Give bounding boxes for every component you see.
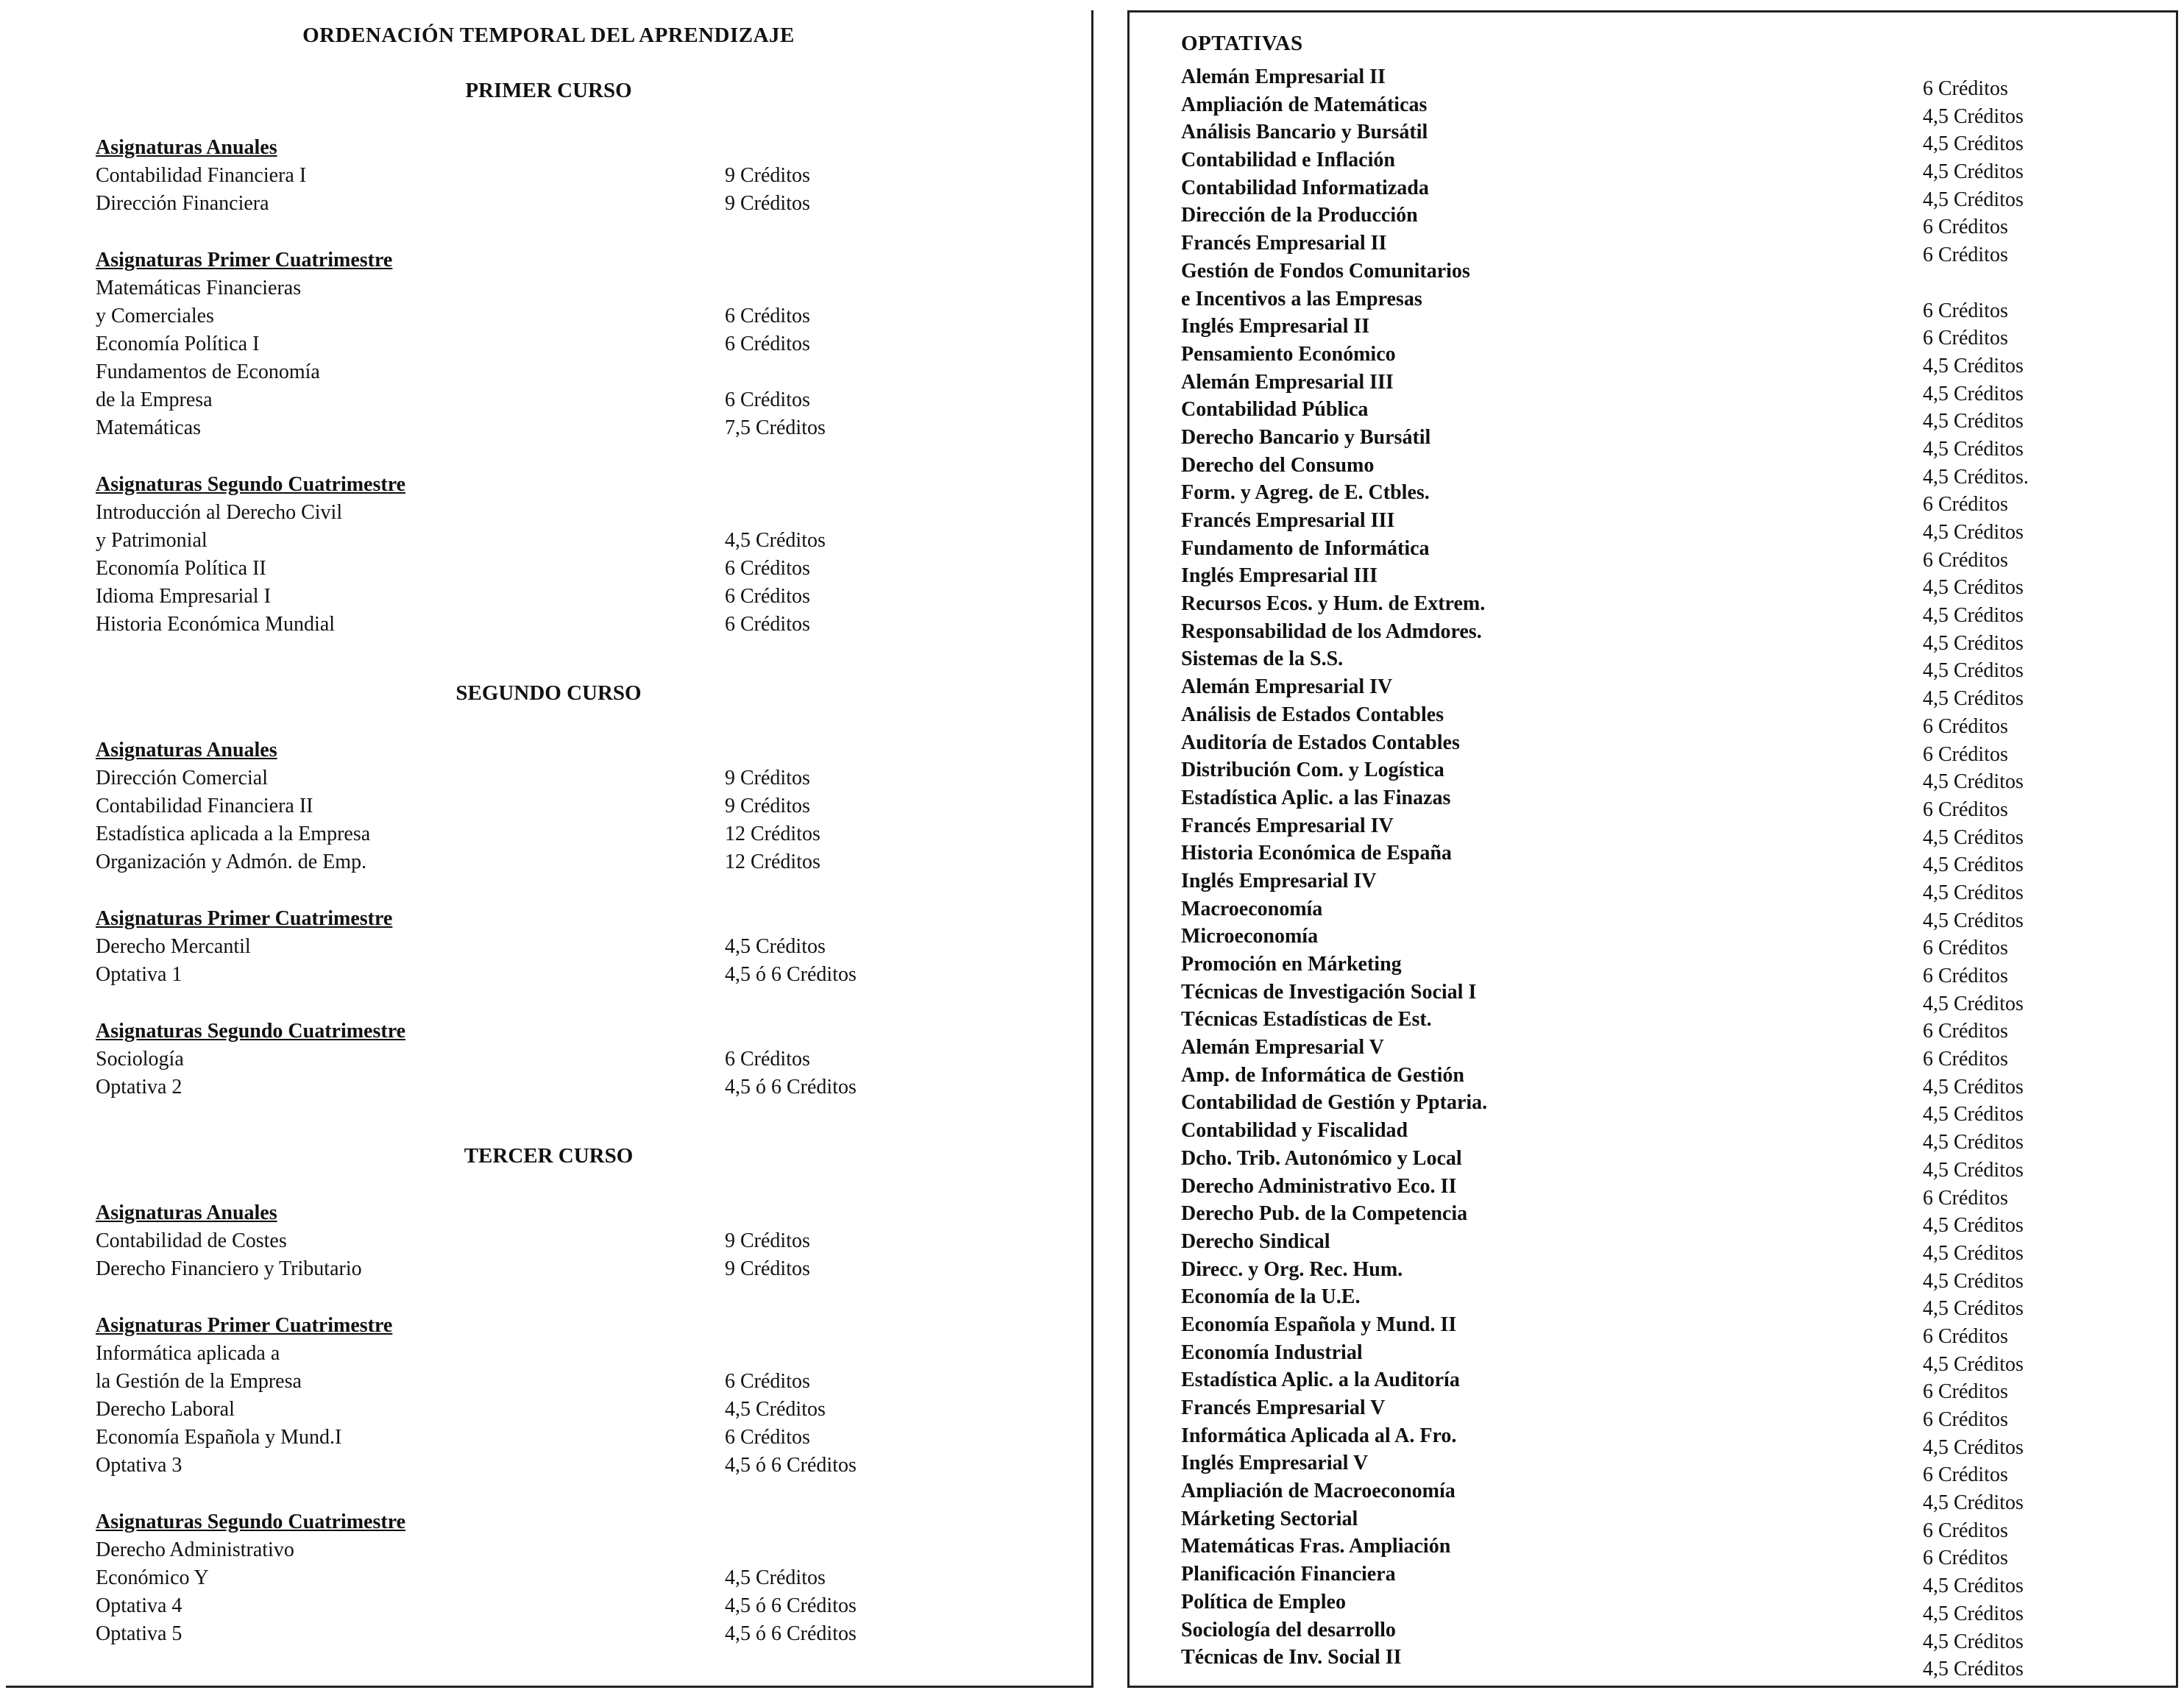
optativa-credits: 6 Créditos	[1923, 1519, 2008, 1542]
subject-credits: 6 Créditos	[725, 1426, 810, 1449]
subject-row	[96, 1073, 1091, 1101]
optativa-credits: 6 Créditos	[1923, 1186, 2008, 1210]
subject-section	[6, 1508, 1091, 1648]
optativa-name: Gestión de Fondos Comunitarios	[1181, 259, 1470, 283]
optativa-credits: 4,5 Créditos	[1923, 1602, 2024, 1625]
subject-row	[96, 611, 1091, 639]
subject-name: Economía Española y Mund.I	[96, 1426, 342, 1449]
subject-credits: 9 Créditos	[725, 767, 810, 789]
subject-row	[96, 1620, 1091, 1648]
optativa-name: Fundamento de Informática	[1181, 536, 1430, 560]
optativa-credits: 4,5 Créditos	[1923, 1075, 2024, 1098]
subject-row	[96, 848, 1091, 876]
course-block	[6, 681, 1091, 1101]
optativa-name: Alemán Empresarial V	[1181, 1036, 1384, 1059]
optativa-credits: 4,5 Créditos	[1923, 354, 2024, 377]
optativa-credits: 4,5 Créditos	[1923, 826, 2024, 849]
subject-name: Contabilidad Financiera I	[96, 164, 307, 187]
optativa-credits: 4,5 Créditos	[1923, 576, 2024, 600]
optativa-credits: 4,5 Créditos	[1923, 687, 2024, 711]
optativa-name: Dcho. Trib. Autonómico y Local	[1181, 1146, 1462, 1170]
optativa-name: Form. y Agreg. de E. Ctbles.	[1181, 481, 1430, 505]
optativa-name: Técnicas Estadísticas de Est.	[1181, 1008, 1432, 1032]
subject-row	[96, 1536, 1091, 1592]
optativa-credits: 4,5 Créditos	[1923, 1214, 2024, 1238]
left-page	[6, 10, 1093, 1688]
optativa-name: Inglés Empresarial V	[1181, 1452, 1369, 1475]
optativa-credits: 4,5 Créditos	[1923, 1241, 2024, 1265]
optativa-name: Auditoría de Estados Contables	[1181, 731, 1460, 754]
optativa-credits: 6 Créditos	[1923, 327, 2008, 350]
optativa-name: e Incentivos a las Empresas	[1181, 287, 1422, 310]
optativa-name: Alemán Empresarial II	[1181, 65, 1386, 88]
subject-name: Optativa 1	[96, 963, 182, 986]
right-page	[1127, 10, 2178, 1688]
optativa-credits: 6 Créditos	[1923, 742, 2008, 766]
subject-name: Matemáticas	[96, 416, 202, 439]
optativa-name: Francés Empresarial IV	[1181, 814, 1394, 837]
optativa-credits: 4,5 Créditos	[1923, 104, 2024, 128]
optativa-name: Francés Empresarial V	[1181, 1396, 1386, 1419]
subject-row	[96, 820, 1091, 848]
optativas-credits	[1923, 75, 2029, 1683]
optativa-name: Planificación Financiera	[1181, 1563, 1396, 1586]
section-title: Asignaturas Segundo Cuatrimestre	[96, 473, 406, 496]
optativa-name: Estadística Aplic. a las Finazas	[1181, 786, 1451, 809]
optativa-name: Técnicas de Investigación Social I	[1181, 980, 1477, 1004]
course-title: TERCER CURSO	[464, 1144, 634, 1168]
subject-row	[96, 555, 1091, 583]
optativa-name: Inglés Empresarial III	[1181, 564, 1378, 588]
optativa-name: Derecho Bancario y Bursátil	[1181, 425, 1431, 449]
subject-section	[6, 905, 1091, 989]
optativa-credits: 4,5 Créditos	[1923, 382, 2024, 405]
subject-name: Optativa 5	[96, 1622, 182, 1645]
subject-name: Economía Política II	[96, 557, 266, 580]
subject-name: Introducción al Derecho Civil y Patrimonial	[96, 501, 343, 552]
optativa-credits: 6 Créditos	[1923, 1324, 2008, 1348]
optativa-name: Pensamiento Económico	[1181, 342, 1396, 366]
optativa-credits: 4,5 Créditos	[1923, 881, 2024, 904]
subject-credits: 12 Créditos	[725, 823, 820, 845]
subject-name: Economía Política I	[96, 333, 260, 355]
subject-name: Optativa 2	[96, 1076, 182, 1098]
subject-credits: 4,5 ó 6 Créditos	[725, 1454, 857, 1477]
optativa-credits: 4,5 Créditos	[1923, 437, 2024, 461]
optativa-credits: 4,5 Créditos	[1923, 1269, 2024, 1293]
subject-name: Dirección Financiera	[96, 192, 269, 215]
subject-row	[96, 792, 1091, 820]
optativa-credits: 6 Créditos	[1923, 798, 2008, 821]
subject-credits: 4,5 Créditos	[725, 529, 826, 552]
subject-credits: 6 Créditos	[725, 1048, 810, 1071]
subject-row	[96, 1227, 1091, 1255]
optativa-name: Sistemas de la S.S.	[1181, 647, 1344, 671]
subject-section	[6, 1018, 1091, 1101]
optativa-credits: 6 Créditos	[1923, 937, 2008, 960]
optativa-name: Análisis de Estados Contables	[1181, 703, 1444, 726]
optativa-name: Informática Aplicada al A. Fro.	[1181, 1424, 1457, 1447]
optativa-name: Recursos Ecos. y Hum. de Extrem.	[1181, 592, 1486, 616]
subject-section	[6, 1199, 1091, 1283]
optativa-name: Inglés Empresarial IV	[1181, 869, 1377, 892]
subject-name: Matemáticas Financieras y Comerciales	[96, 277, 302, 327]
optativa-credits: 6 Créditos	[1923, 1547, 2008, 1570]
optativa-credits: 6 Créditos	[1923, 1463, 2008, 1487]
optativa-name: Técnicas de Inv. Social II	[1181, 1646, 1402, 1669]
subject-row	[96, 358, 1091, 414]
section-title: Asignaturas Anuales	[96, 739, 277, 762]
optativa-name: Ampliación de Matemáticas	[1181, 93, 1428, 116]
optativa-credits: 4,5 Créditos	[1923, 604, 2024, 628]
optativa-credits: 4,5 Créditos	[1923, 410, 2024, 433]
optativa-credits: 6 Créditos	[1923, 493, 2008, 516]
subject-credits: 6 Créditos	[725, 388, 810, 411]
subject-row	[96, 274, 1091, 330]
section-title: Asignaturas Primer Cuatrimestre	[96, 249, 393, 271]
optativa-name: Contabilidad Pública	[1181, 398, 1369, 422]
optativa-name: Análisis Bancario y Bursátil	[1181, 121, 1428, 144]
subject-name: Sociología	[96, 1048, 184, 1071]
optativa-name: Responsabilidad de los Admdores.	[1181, 620, 1482, 643]
optativa-name: Direcc. y Org. Rec. Hum.	[1181, 1257, 1403, 1281]
subject-row	[96, 764, 1091, 792]
optativa-credits: 4,5 Créditos	[1923, 1103, 2024, 1126]
subject-row	[96, 330, 1091, 358]
optativa-credits: 4,5 Créditos	[1923, 188, 2024, 211]
subject-row	[96, 1046, 1091, 1073]
subject-credits: 9 Créditos	[725, 164, 810, 187]
optativa-credits: 4,5 Créditos	[1923, 1131, 2024, 1154]
optativa-name: Francés Empresarial III	[1181, 509, 1395, 532]
optativa-credits: 6 Créditos	[1923, 1380, 2008, 1404]
optativa-credits: 4,5 Créditos	[1923, 1435, 2024, 1459]
subject-credits: 4,5 ó 6 Créditos	[725, 1594, 857, 1617]
optativa-name: Contabilidad Informatizada	[1181, 176, 1429, 199]
optativa-name: Microeconomía	[1181, 925, 1319, 948]
subject-credits: 6 Créditos	[725, 1370, 810, 1393]
optativa-name: Dirección de la Producción	[1181, 204, 1418, 227]
optativa-credits: 4,5 Créditos	[1923, 1491, 2024, 1515]
subject-credits: 4,5 Créditos	[725, 1566, 826, 1589]
subject-credits: 4,5 ó 6 Créditos	[725, 963, 857, 986]
course-title: SEGUNDO CURSO	[455, 681, 642, 705]
course-block	[6, 79, 1091, 639]
optativa-credits: 4,5 Créditos	[1923, 1630, 2024, 1653]
optativa-name: Economía de la U.E.	[1181, 1285, 1361, 1309]
optativa-credits: 4,5 Créditos	[1923, 992, 2024, 1015]
course-title: PRIMER CURSO	[465, 79, 632, 102]
subject-credits: 7,5 Créditos	[725, 416, 826, 439]
subject-section	[6, 471, 1091, 639]
subject-name: Derecho Financiero y Tributario	[96, 1257, 362, 1280]
optativa-credits: 6 Créditos	[1923, 548, 2008, 572]
subject-name: Fundamentos de Economía de la Empresa	[96, 361, 320, 411]
optativa-name: Historia Económica de España	[1181, 842, 1452, 865]
section-title: Asignaturas Primer Cuatrimestre	[96, 907, 393, 930]
section-title: Asignaturas Segundo Cuatrimestre	[96, 1020, 406, 1043]
subject-credits: 4,5 ó 6 Créditos	[725, 1076, 857, 1098]
subject-section	[6, 736, 1091, 876]
subject-row	[96, 1592, 1091, 1620]
optativa-credits: 6 Créditos	[1923, 77, 2008, 100]
optativa-credits: 6 Créditos	[1923, 1048, 2008, 1071]
optativa-credits: 4,5 Créditos	[1923, 1658, 2024, 1681]
optativas-names	[1181, 63, 1487, 1672]
subject-credits: 12 Créditos	[725, 851, 820, 873]
subject-row	[96, 583, 1091, 611]
optativa-name: Márketing Sectorial	[1181, 1507, 1358, 1530]
subject-credits: 9 Créditos	[725, 1229, 810, 1252]
subject-name: Dirección Comercial	[96, 767, 269, 789]
optativa-credits: 4,5 Créditos	[1923, 132, 2024, 156]
optativa-credits: 4,5 Créditos	[1923, 160, 2024, 184]
subject-section	[6, 1312, 1091, 1480]
optativa-credits: 6 Créditos	[1923, 216, 2008, 239]
optativa-name: Promoción en Márketing	[1181, 953, 1402, 976]
optativa-credits: 4,5 Créditos	[1923, 1575, 2024, 1598]
optativa-name: Inglés Empresarial II	[1181, 315, 1370, 338]
subject-row	[96, 190, 1091, 218]
subject-credits: 6 Créditos	[725, 305, 810, 327]
optativa-credits: 6 Créditos	[1923, 1020, 2008, 1043]
optativa-credits: 6 Créditos	[1923, 299, 2008, 322]
subject-credits: 4,5 Créditos	[725, 935, 826, 958]
optativa-name: Amp. de Informática de Gestión	[1181, 1063, 1464, 1087]
optativa-credits: 4,5 Créditos	[1923, 853, 2024, 877]
subject-credits: 6 Créditos	[725, 333, 810, 355]
section-title: Asignaturas Segundo Cuatrimestre	[96, 1510, 406, 1533]
subject-credits: 4,5 Créditos	[725, 1398, 826, 1421]
optativa-name: Economía Española y Mund. II	[1181, 1313, 1457, 1336]
subject-row	[96, 1255, 1091, 1283]
subject-credits: 9 Créditos	[725, 795, 810, 817]
optativa-name: Derecho Sindical	[1181, 1229, 1330, 1253]
optativa-name: Política de Empleo	[1181, 1590, 1346, 1614]
subject-row	[96, 414, 1091, 442]
subject-row	[96, 961, 1091, 989]
optativa-credits: 6 Créditos	[1923, 965, 2008, 987]
optativa-name: Contabilidad e Inflación	[1181, 149, 1395, 172]
optativa-name: Contabilidad y Fiscalidad	[1181, 1119, 1408, 1143]
optativa-name: Alemán Empresarial IV	[1181, 675, 1393, 699]
optativa-name: Contabilidad de Gestión y Pptaria.	[1181, 1091, 1488, 1115]
optativa-credits: 6 Créditos	[1923, 714, 2008, 738]
optativa-credits: 4,5 Créditos	[1923, 1297, 2024, 1321]
optativa-name: Derecho Administrativo Eco. II	[1181, 1174, 1457, 1198]
subject-name: Derecho Laboral	[96, 1398, 235, 1421]
optativa-name: Economía Industrial	[1181, 1341, 1363, 1364]
optativa-credits: 4,5 Créditos	[1923, 909, 2024, 932]
subject-name: Optativa 4	[96, 1594, 182, 1617]
subject-credits: 4,5 ó 6 Créditos	[725, 1622, 857, 1645]
subject-row	[96, 1424, 1091, 1452]
subject-name: Contabilidad de Costes	[96, 1229, 287, 1252]
subject-row	[96, 1396, 1091, 1424]
subject-row	[96, 933, 1091, 961]
optativa-credits: 4,5 Créditos	[1923, 770, 2024, 794]
subject-name: Idioma Empresarial I	[96, 585, 271, 608]
optativa-credits	[1923, 269, 2029, 297]
subject-credits: 6 Créditos	[725, 557, 810, 580]
section-title: Asignaturas Anuales	[96, 1201, 277, 1224]
page-title: ORDENACIÓN TEMPORAL DEL APRENDIZAJE	[302, 24, 795, 47]
optativa-name: Matemáticas Fras. Ampliación	[1181, 1535, 1451, 1558]
optativa-credits: 4,5 Créditos	[1923, 521, 2024, 544]
course-block	[6, 1144, 1091, 1648]
subject-section	[6, 246, 1091, 442]
optativa-credits: 4,5 Créditos.	[1923, 465, 2029, 489]
subject-row	[96, 499, 1091, 555]
subject-credits: 6 Créditos	[725, 613, 810, 636]
optativa-credits: 4,5 Créditos	[1923, 631, 2024, 655]
section-title: Asignaturas Anuales	[96, 136, 277, 159]
optativa-credits: 6 Créditos	[1923, 1408, 2008, 1431]
subject-credits: 6 Créditos	[725, 585, 810, 608]
optativa-name: Macroeconomía	[1181, 897, 1323, 920]
course-list	[6, 79, 1091, 1648]
subject-row	[96, 1340, 1091, 1396]
subject-name: Estadística aplicada a la Empresa	[96, 823, 371, 845]
section-title: Asignaturas Primer Cuatrimestre	[96, 1314, 393, 1337]
optativa-name: Alemán Empresarial III	[1181, 370, 1394, 394]
subject-row	[96, 162, 1091, 190]
subject-credits: 9 Créditos	[725, 1257, 810, 1280]
subject-name: Organización y Admón. de Emp.	[96, 851, 367, 873]
optativa-credits: 4,5 Créditos	[1923, 659, 2024, 683]
subject-name: Derecho Mercantil	[96, 935, 251, 958]
optativa-name: Francés Empresarial II	[1181, 232, 1387, 255]
subject-name: Informática aplicada a la Gestión de la Empresa	[96, 1342, 302, 1393]
subject-name: Derecho Administrativo Económico Y	[96, 1538, 294, 1589]
optativa-name: Derecho del Consumo	[1181, 453, 1375, 477]
optativa-name: Distribución Com. y Logística	[1181, 759, 1444, 782]
subject-name: Contabilidad Financiera II	[96, 795, 313, 817]
optativas-title: OPTATIVAS	[1181, 32, 1303, 55]
optativa-credits: 4,5 Créditos	[1923, 1158, 2024, 1182]
subject-section	[6, 134, 1091, 218]
optativa-credits: 4,5 Créditos	[1923, 1352, 2024, 1376]
optativa-name: Ampliación de Macroeconomía	[1181, 1480, 1456, 1503]
subject-name: Optativa 3	[96, 1454, 182, 1477]
optativa-name: Sociología del desarrollo	[1181, 1618, 1396, 1641]
subject-row	[96, 1452, 1091, 1480]
subject-name: Historia Económica Mundial	[96, 613, 336, 636]
optativa-name: Estadística Aplic. a la Auditoría	[1181, 1368, 1460, 1392]
optativa-name: Derecho Pub. de la Competencia	[1181, 1202, 1468, 1226]
optativa-credits: 6 Créditos	[1923, 244, 2008, 267]
subject-credits: 9 Créditos	[725, 192, 810, 215]
